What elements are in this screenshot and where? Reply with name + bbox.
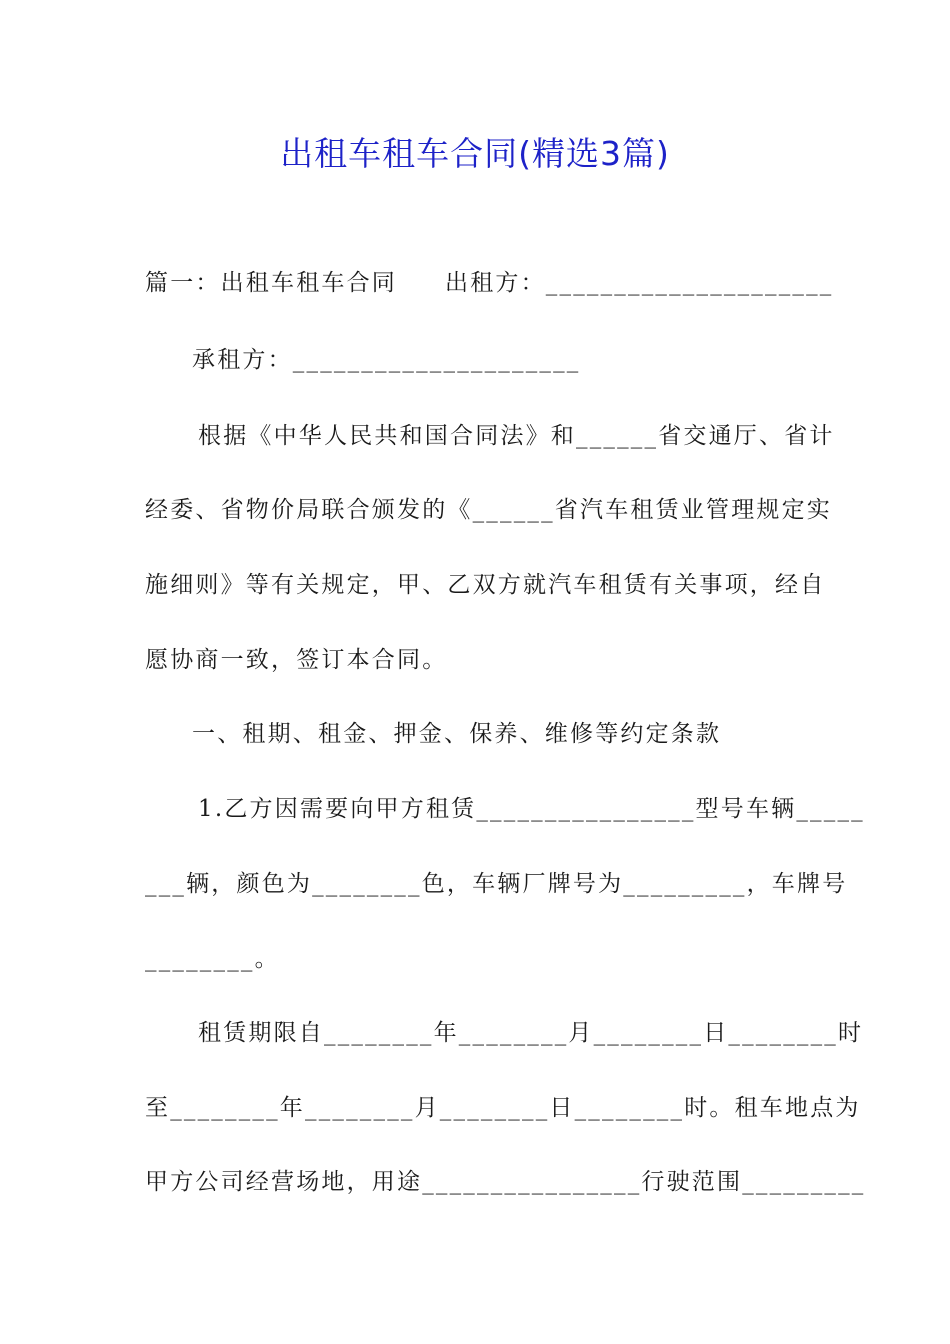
clause-line: 甲方公司经营场地，用途________________行驶范围_________: [145, 1169, 866, 1195]
clause-line: 1.乙方因需要向甲方租赁________________型号车辆_____: [198, 796, 865, 822]
paragraph-line: 经委、省物价局联合颁发的《______省汽车租赁业管理规定实: [145, 497, 832, 523]
document-title: 出租车租车合同(精选3篇): [280, 134, 670, 173]
lessor-field: 出租方：_____________________: [445, 270, 834, 296]
clause-line: ________。: [145, 946, 280, 972]
part-one-label: 篇一：出租车租车合同: [145, 270, 397, 296]
paragraph-line: 愿协商一致，签订本合同。: [145, 647, 448, 673]
paragraph-line: 施细则》等有关规定，甲、乙双方就汽车租赁有关事项，经自: [145, 572, 826, 598]
line-part-one-heading: [145, 268, 834, 298]
clause-line: ___辆，颜色为________色，车辆厂牌号为_________，车牌号: [145, 871, 848, 897]
section-heading: 一、租期、租金、押金、保养、维修等约定条款: [192, 721, 722, 747]
clause-line: 租赁期限自________年________月________日________时: [198, 1020, 864, 1046]
paragraph-line: 根据《中华人民共和国合同法》和______省交通厅、省计: [198, 423, 835, 449]
lessee-field: 承租方：_____________________: [192, 347, 581, 373]
clause-line: 至________年________月________日________时。租车地点为: [145, 1095, 861, 1121]
